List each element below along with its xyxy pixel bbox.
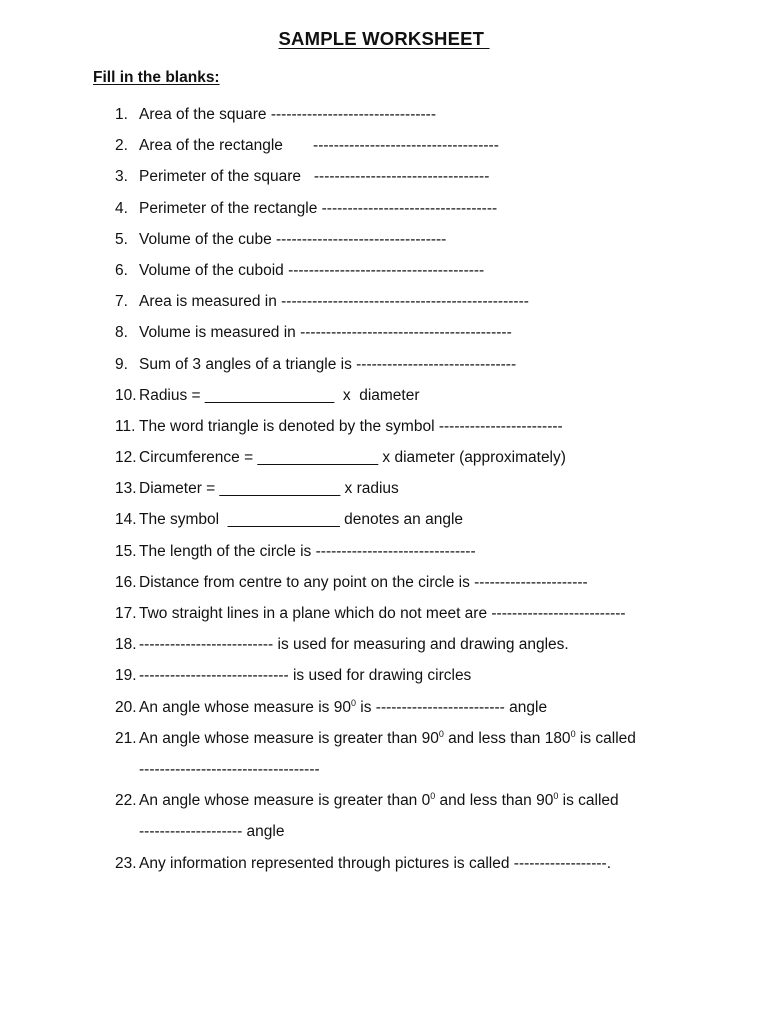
question-text: Area of the rectangle ------------------------------------: [139, 137, 499, 155]
question-number: 17.: [115, 605, 137, 622]
degree-superscript: 0: [570, 728, 576, 739]
question-number: 3.: [115, 168, 128, 186]
question-number: 11.: [115, 417, 136, 435]
question-text: [139, 728, 636, 780]
question-text: Volume of the cube ---------------------------------: [139, 230, 447, 248]
question-list: [115, 104, 715, 884]
question-text: Area is measured in ------------------------------------------------: [139, 293, 529, 311]
question-text: [139, 790, 619, 842]
degree-superscript: 0: [350, 697, 356, 708]
question-text-part: An angle whose measure is greater than 0: [139, 792, 431, 810]
question-item: [115, 728, 715, 790]
degree-superscript: 0: [553, 790, 559, 801]
question-item: [115, 416, 715, 447]
degree-superscript: 0: [430, 790, 436, 801]
question-item: [115, 509, 715, 540]
question-number: 15.: [115, 542, 137, 560]
question-text: Diameter = ______________ x radius: [139, 480, 399, 498]
question-text: The length of the circle is -------------------------------: [139, 542, 476, 560]
question-text: Sum of 3 angles of a triangle is -------------------------------: [139, 355, 517, 373]
question-item: [115, 385, 715, 416]
question-item: [115, 665, 715, 696]
question-text: Radius = _______________ x diameter: [139, 386, 420, 404]
question-text-part: is called: [575, 729, 636, 747]
question-number: 22.: [115, 792, 137, 810]
question-text-part: An angle whose measure is 90: [139, 698, 351, 716]
question-number: 23.: [115, 854, 137, 872]
question-item: [115, 354, 715, 385]
question-text-part: and less than 90: [435, 792, 554, 810]
question-item: [115, 697, 715, 728]
question-item: [115, 603, 715, 634]
question-number: 1.: [115, 106, 128, 123]
question-text-part: and less than 180: [443, 729, 571, 747]
answer-blank: -----------------------------------: [139, 760, 320, 778]
question-item: [115, 790, 715, 852]
question-number: 20.: [115, 698, 137, 716]
question-item: [115, 104, 715, 135]
question-number: 12.: [115, 449, 137, 467]
question-text: Perimeter of the square ----------------------------------: [139, 168, 490, 186]
question-item: [115, 572, 715, 603]
question-number: 6.: [115, 261, 128, 279]
question-item: [115, 135, 715, 166]
question-text: Any information represented through pictures is called ------------------.: [139, 854, 612, 872]
question-number: 14.: [115, 511, 137, 529]
question-number: 8.: [115, 324, 128, 342]
question-item: [115, 478, 715, 509]
question-text: [139, 697, 547, 718]
question-text: The word triangle is denoted by the symbol ------------------------: [139, 417, 563, 435]
question-text: Two straight lines in a plane which do not meet are --------------------------: [139, 605, 626, 622]
question-text-part: is ------------------------- angle: [355, 698, 548, 716]
question-text: Area of the square --------------------------------: [139, 106, 437, 123]
question-number: 7.: [115, 293, 128, 311]
question-item: [115, 634, 715, 665]
question-number: 18.: [115, 636, 137, 654]
question-text: Circumference = ______________ x diameter (approximately): [139, 449, 566, 467]
question-text-part: An angle whose measure is greater than 90: [139, 729, 439, 747]
question-number: 5.: [115, 230, 128, 248]
question-item: [115, 229, 715, 260]
question-text: Volume is measured in -----------------------------------------: [139, 324, 512, 342]
question-item: [115, 291, 715, 322]
question-number: 2.: [115, 137, 128, 155]
question-item: [115, 322, 715, 353]
question-item: [115, 166, 715, 197]
question-item: [115, 541, 715, 572]
question-item: [115, 198, 715, 229]
question-number: 16.: [115, 573, 137, 591]
question-item: [115, 260, 715, 291]
question-number: 10.: [115, 386, 137, 404]
question-number: 13.: [115, 480, 137, 498]
question-text: Distance from centre to any point on the circle is ----------------------: [139, 573, 588, 591]
question-number: 4.: [115, 199, 128, 217]
section-label: Fill in the blanks:: [93, 69, 220, 86]
answer-blank: -------------------- angle: [139, 823, 285, 841]
question-text-part: is called: [558, 792, 619, 810]
question-text: Perimeter of the rectangle ----------------------------------: [139, 199, 498, 217]
question-number: 9.: [115, 355, 128, 373]
question-number: 21.: [115, 729, 137, 747]
worksheet-title: SAMPLE WORKSHEET: [278, 28, 490, 49]
question-item: [115, 447, 715, 478]
question-number: 19.: [115, 667, 137, 685]
degree-superscript: 0: [438, 728, 444, 739]
question-item: [115, 853, 715, 884]
question-text: -------------------------- is used for measuring and drawing angles.: [139, 636, 569, 654]
question-text: Volume of the cuboid --------------------------------------: [139, 261, 485, 279]
question-text: The symbol _____________ denotes an angle: [139, 511, 464, 529]
question-text: ----------------------------- is used for drawing circles: [139, 667, 472, 685]
